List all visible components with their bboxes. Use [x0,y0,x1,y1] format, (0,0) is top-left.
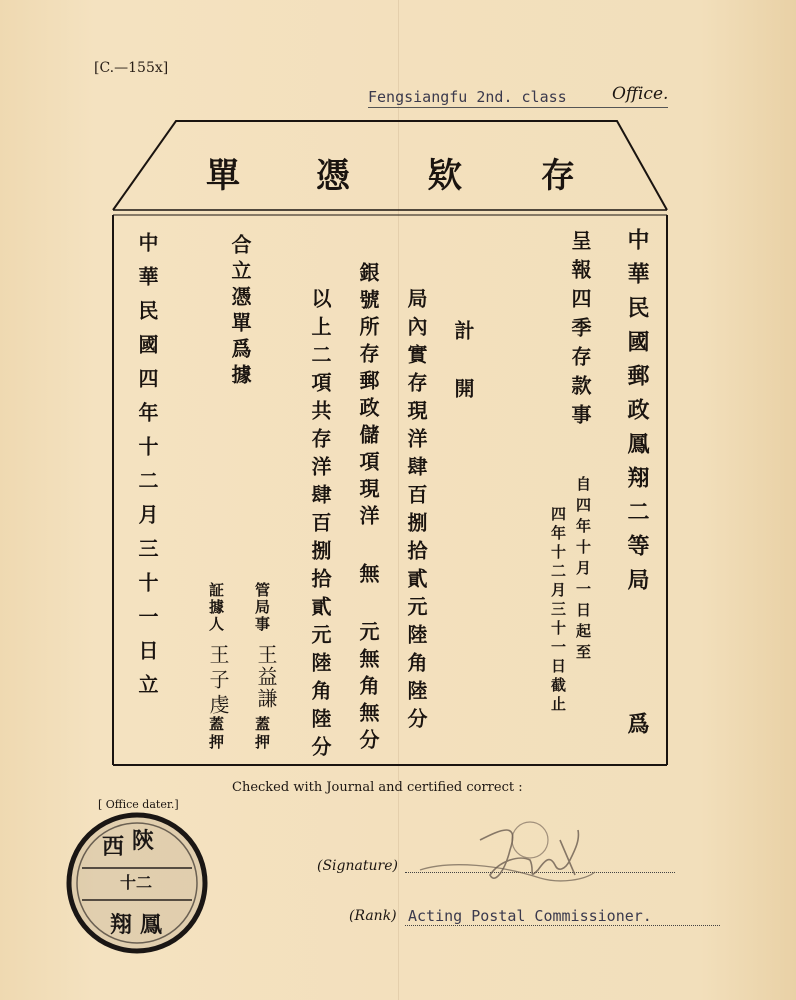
postmark-char-4: 翔 [110,912,133,938]
signature-label: (Signature) [317,858,398,874]
date-column: 中華民國四年十二月三十一日立 [135,232,159,708]
manager-name: 王益謙 [254,644,278,710]
period-to: 四年十二月三十一日截止 [549,506,567,715]
form-number: [C.—155x] [94,60,169,76]
title-char-1: 存 [541,156,575,196]
title-char-2: 欵 [428,156,462,196]
title-char-4: 單 [206,156,240,196]
rank-value: Acting Postal Commissioner. [408,907,652,925]
office-suffix: Office. [612,84,669,104]
amount-line-3: 以上二項共存洋肆百捌拾貳元陸角陸分 [308,288,332,764]
postmark-char-1: 陝 [132,828,155,854]
rank-label: (Rank) [349,908,397,924]
ji-label: 計 [451,320,475,349]
period-from: 自四年十月一日起至 [574,476,592,665]
amount-line-1: 局內實存現洋肆百捌拾貳元陸角陸分 [404,288,428,736]
office-name: Fengsiangfu 2nd. class [368,88,567,106]
witness-name: 王子虔 [206,644,230,719]
handwritten-signature [410,800,610,900]
report-column: 呈報四季存款事 [568,230,592,433]
postmark-char-5: 十 [120,873,137,892]
office-column: 中華民國郵政鳳翔二等局 [624,228,650,602]
title-char-3: 憑 [316,156,350,196]
manager-label: 管局事 [253,582,271,633]
postmark-char-2: 西 [102,834,125,860]
checked-statement: Checked with Journal and certified correct : [232,780,523,795]
postmark-char-3: 鳳 [140,912,163,938]
manager-seal: 蓋押 [253,716,271,752]
office-dater-label: [ Office dater.] [98,798,179,811]
certify-column: 合立憑單爲據 [228,234,252,390]
office-column-end: 爲 [624,712,650,746]
witness-seal: 蓋押 [207,716,225,752]
kai-label: 開 [451,378,475,407]
rank-line [405,925,720,926]
postmark-char-6: 二 [136,873,153,892]
amount-line-2: 銀號所存郵政儲項現洋 無 元無角無分 [356,262,380,756]
office-dater-postmark [62,808,212,958]
witness-label: 証據人 [207,582,225,633]
